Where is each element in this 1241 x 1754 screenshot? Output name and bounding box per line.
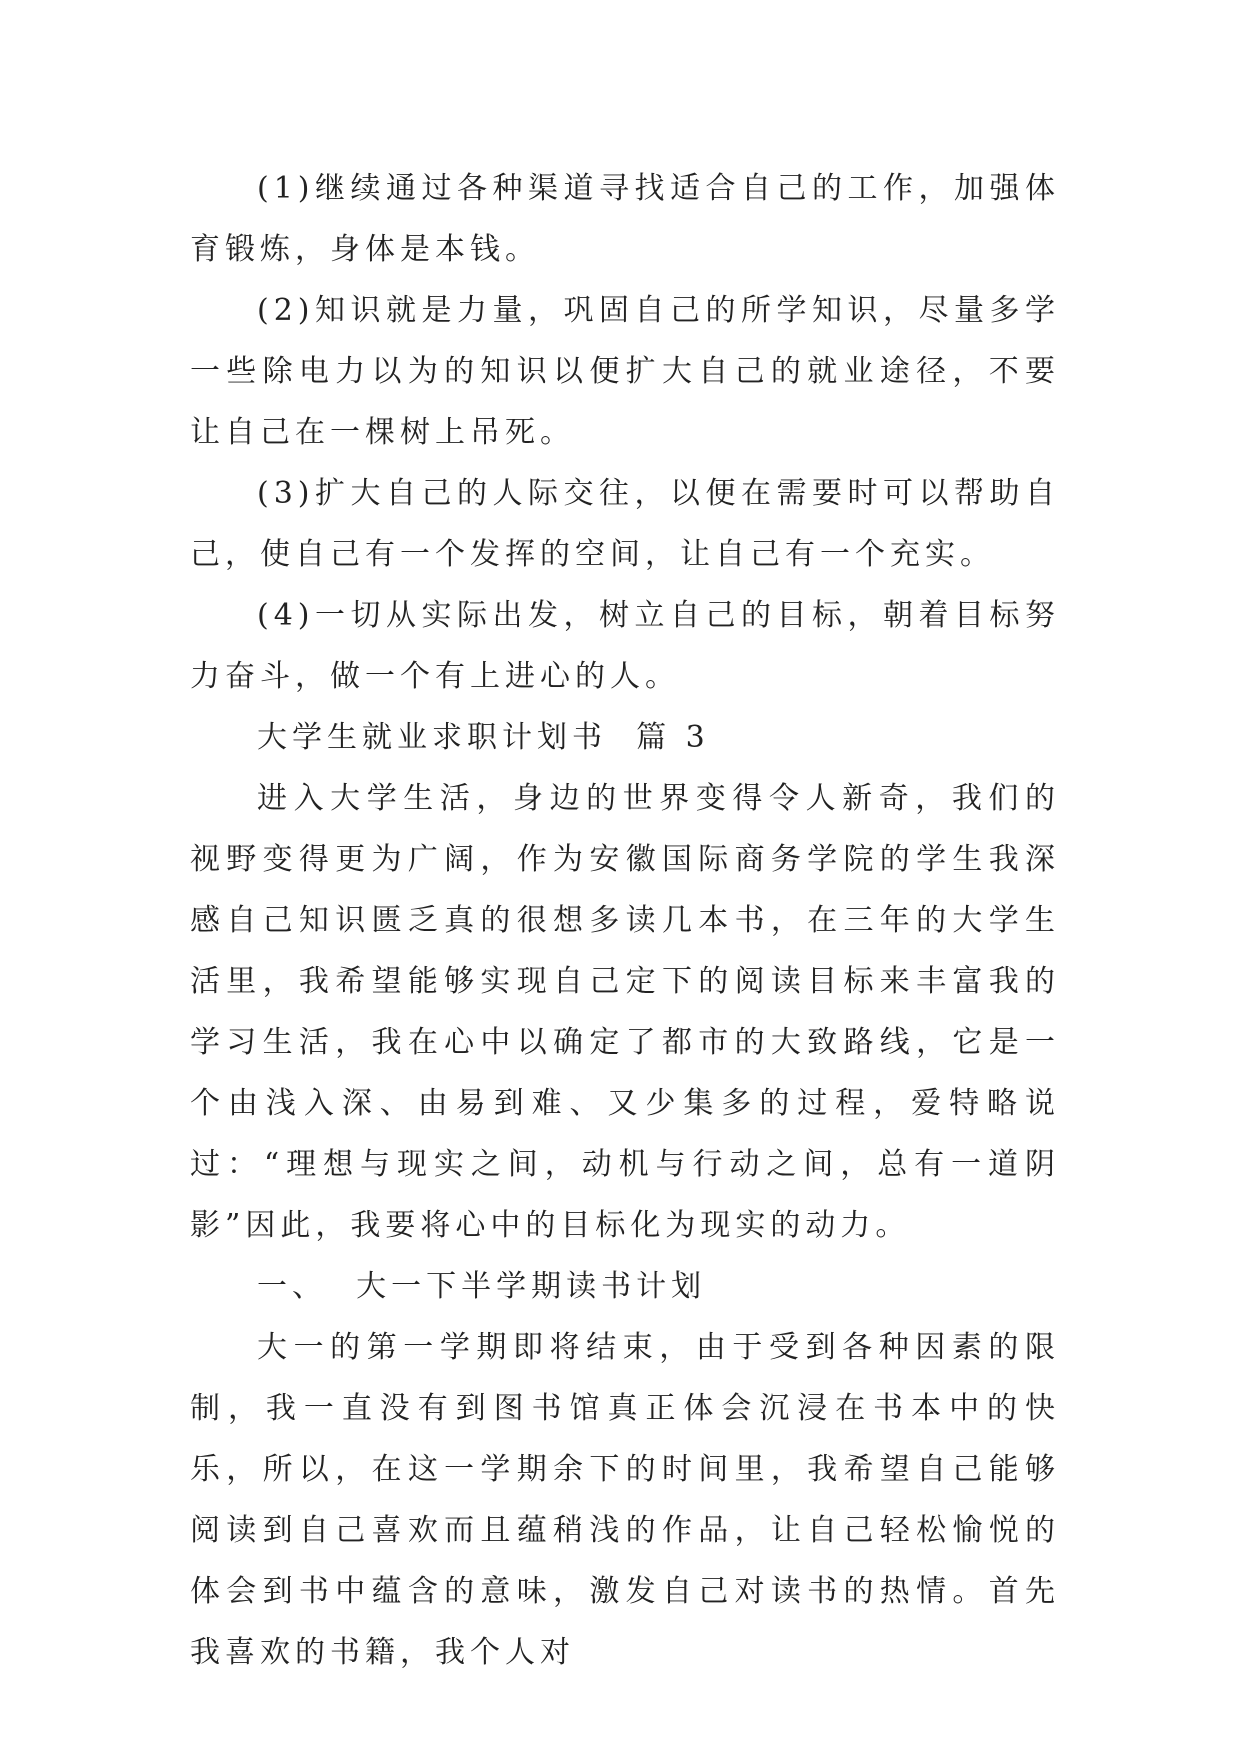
paragraph-item-2: (2)知识就是力量，巩固自己的所学知识，尽量多学一些除电力以为的知识以便扩大自己的就业途径，不要让自己在一棵树上吊死。 [190, 293, 1060, 450]
paragraph-item-3: (3)扩大自己的人际交往，以便在需要时可以帮助自己，使自己有一个发挥的空间，让自己有一个充实。 [190, 476, 1060, 572]
paragraph-intro: 进入大学生活，身边的世界变得令人新奇，我们的视野变得更为广阔，作为安徽国际商务学院的学生我深感自己知识匮乏真的很想多读几本书，在三年的大学生活里，我希望能够实现自己定下的阅读目标来丰富我的学习生活，我在心中以确定了都市的大致路线，它是一个由浅入深、由易到难、又少集多的过程，爱特略说过：“理想与现实之间，动机与行动之间，总有一道阴影”因此，我要将心中的目标化为现实的动力。 [190, 781, 1060, 1243]
paragraph-reading-plan: 大一的第一学期即将结束，由于受到各种因素的限制，我一直没有到图书馆真正体会沉浸在书本中的快乐，所以，在这一学期余下的时间里，我希望自己能够阅读到自己喜欢而且蕴稍浅的作品，让自己轻松愉悦的体会到书中蕴含的意味，激发自己对读书的热情。首先我喜欢的书籍，我个人对 [190, 1330, 1060, 1670]
paragraph-item-4: (4)一切从实际出发，树立自己的目标，朝着目标努力奋斗，做一个有上进心的人。 [190, 598, 1060, 694]
section-heading-reading-plan: 一、 大一下半学期读书计划 [257, 1269, 707, 1304]
paragraph-item-1: (1)继续通过各种渠道寻找适合自己的工作，加强体育锻炼，身体是本钱。 [190, 171, 1060, 267]
document-body [190, 158, 1060, 1683]
section-heading-article-3: 大学生就业求职计划书 篇 3 [257, 720, 710, 755]
